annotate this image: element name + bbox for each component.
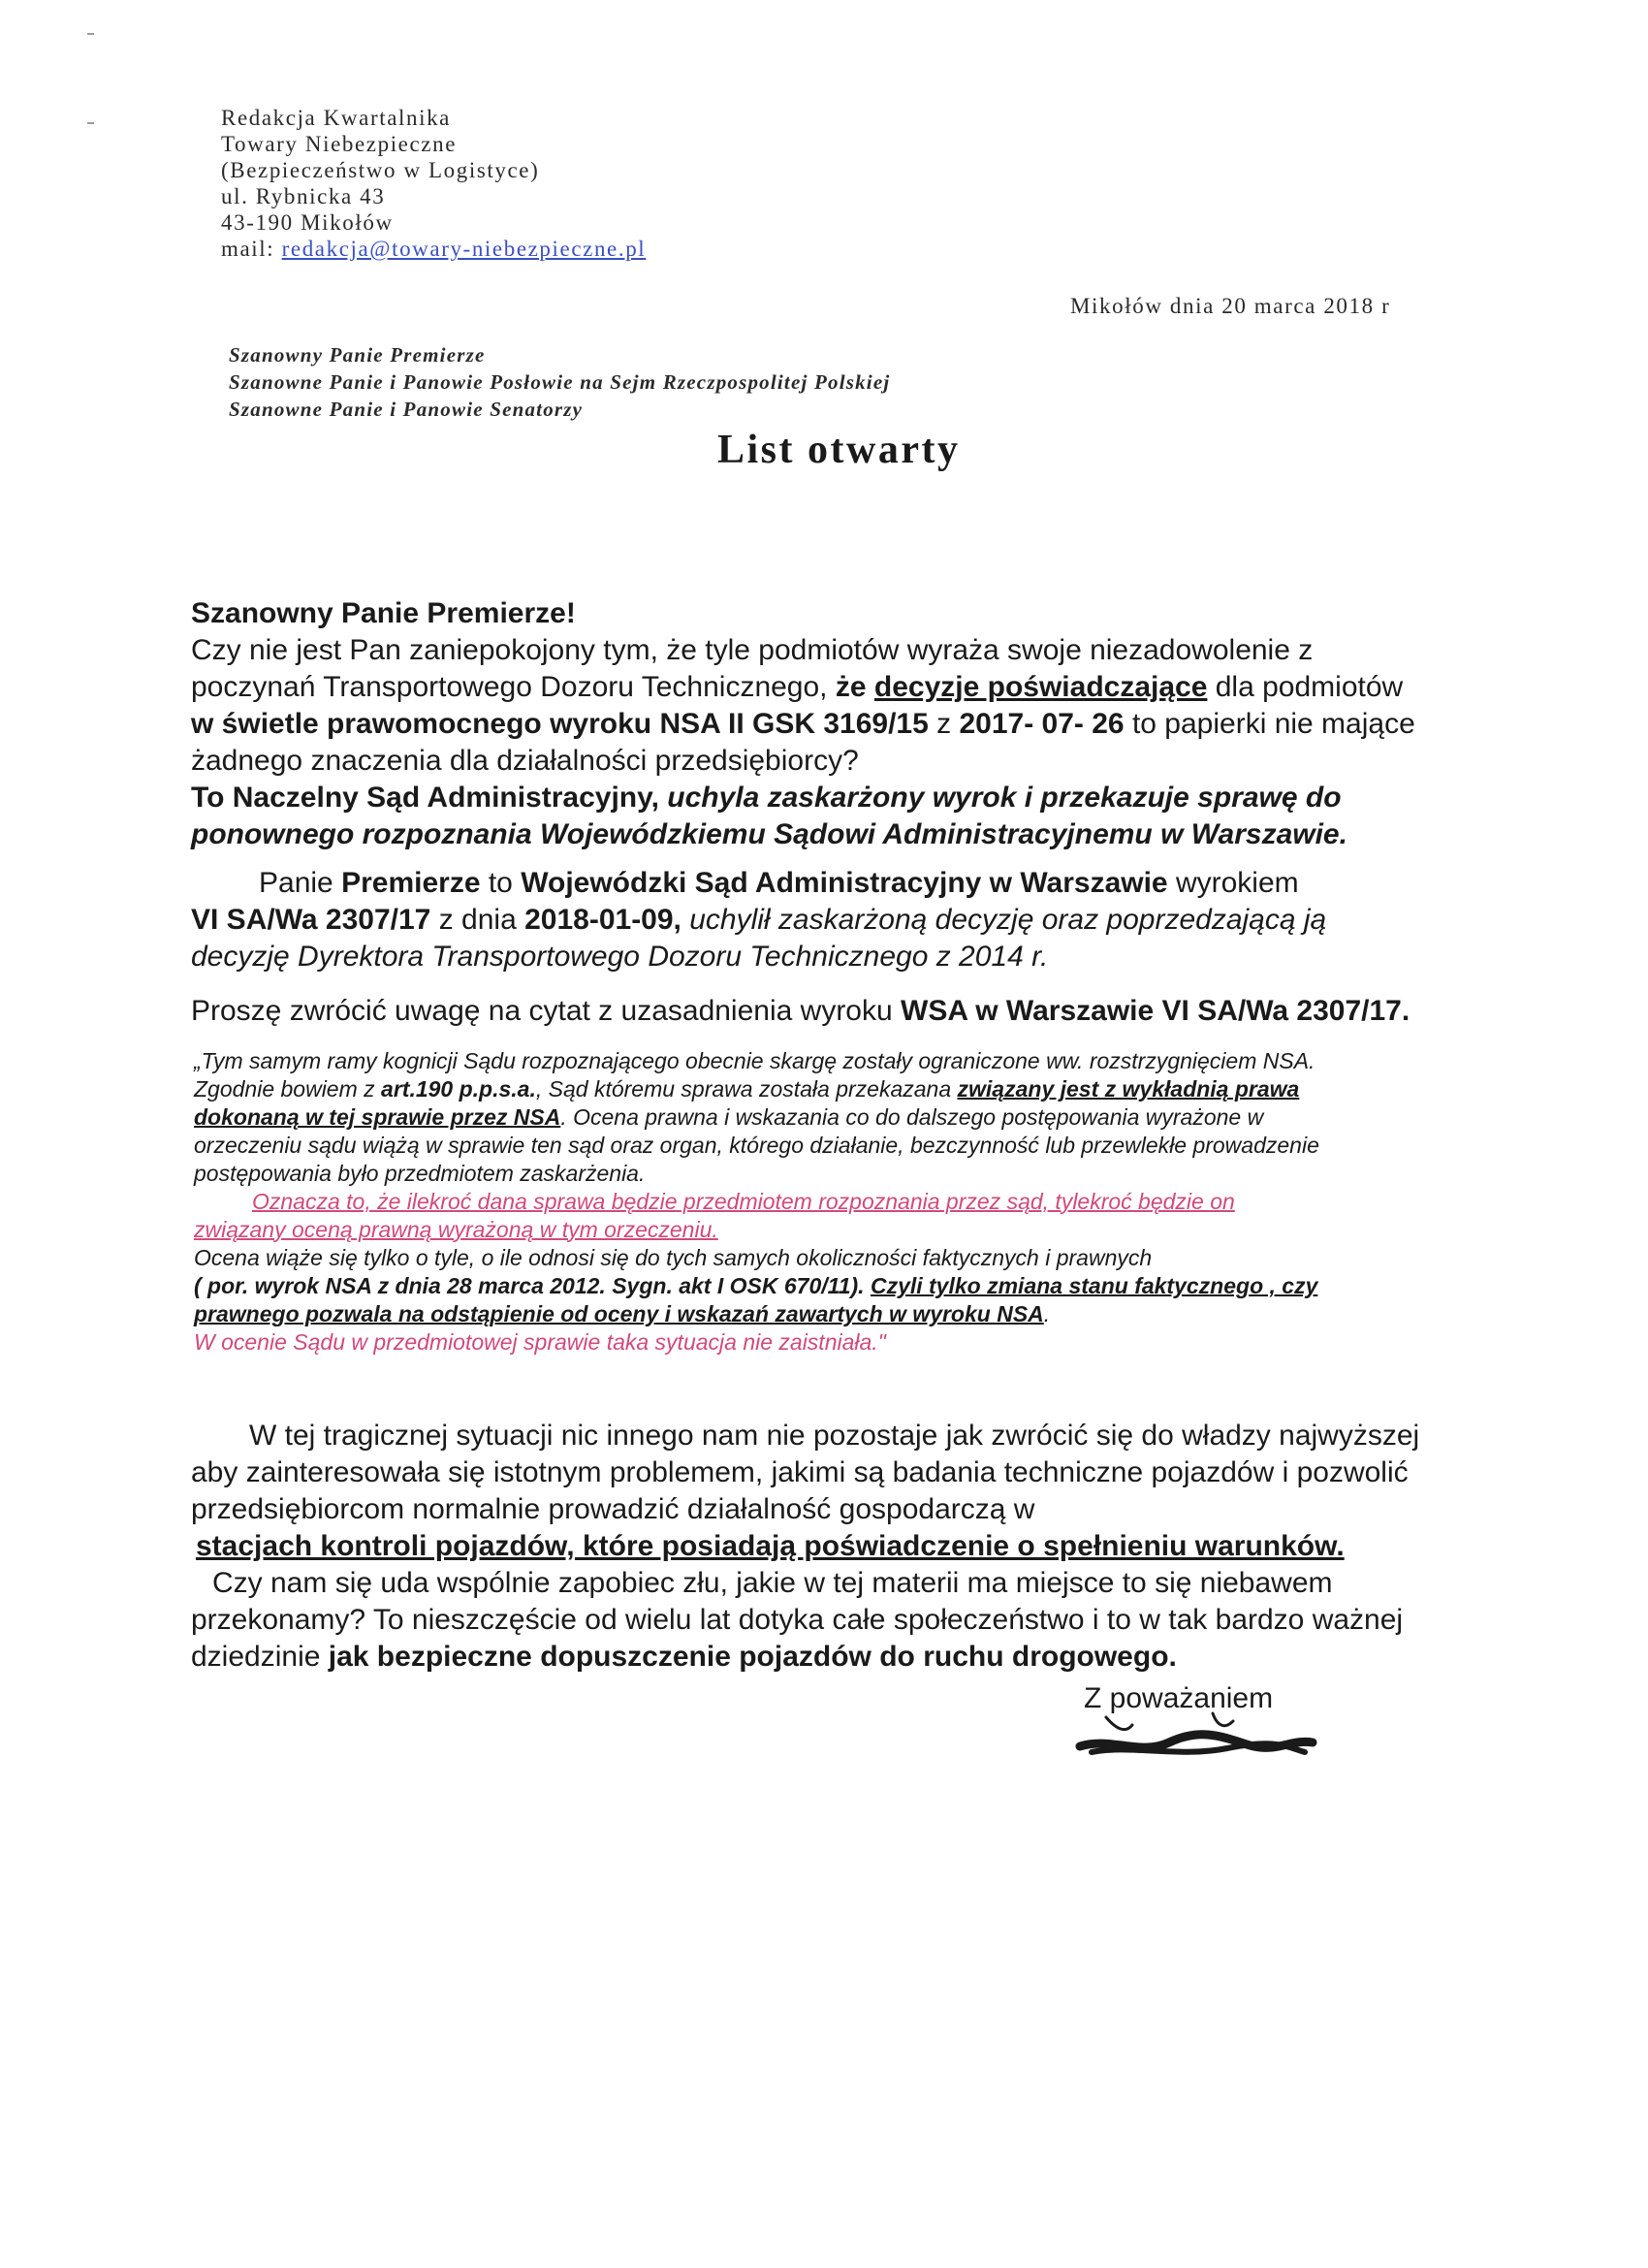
sender-line: (Bezpieczeństwo w Logistyce) xyxy=(221,158,540,182)
text-run: uchylił zaskarżoną decyzję oraz poprzedzającą ją xyxy=(681,904,1327,936)
quote-line-highlighted: W ocenie Sądu w przedmiotowej sprawie taka sytuacja nie zaistniała." xyxy=(194,1329,886,1355)
text-run: Zgodnie bowiem z xyxy=(194,1076,382,1102)
text-run: jak bezpieczne dopuszczenie pojazdów do ruchu drogowego. xyxy=(328,1641,1177,1673)
closing-text: Z poważaniem xyxy=(1084,1682,1274,1714)
text-run: To Naczelny Sąd Administracyjny, xyxy=(191,782,668,814)
salutation-line: Szanowny Panie Premierze xyxy=(229,343,486,367)
judgment-reference: w świetle prawomocnego wyroku NSA II GSK 3169/15 xyxy=(191,708,929,740)
quote-line: orzeczeniu sądu wiążą w sprawie ten sąd oraz organ, którego działanie, bezczynność lub przewlekłe prowadzenie xyxy=(194,1133,1319,1158)
text-run: Panie xyxy=(259,867,342,899)
quote-line-highlighted: związany oceną prawną wyrażoną w tym orzeczeniu. xyxy=(194,1217,718,1242)
text-run: , Sąd któremu sprawa została przekazana xyxy=(535,1076,958,1102)
paragraph-2 xyxy=(191,865,1568,975)
case-number: WSA w Warszawie VI SA/Wa 2307/17. xyxy=(901,995,1410,1027)
quote-line xyxy=(194,1075,1570,1103)
quote-line: „Tym samym ramy kognicji Sądu rozpoznającego obecnie skargę zostały ograniczone ww. rozstrzygnięciem NSA. xyxy=(194,1048,1315,1073)
court-name: Wojewódzki Sąd Administracyjny w Warszawie xyxy=(521,867,1168,899)
body-line: Czy nie jest Pan zaniepokojony tym, że tyle podmiotów wyraża swoje niezadowolenie z xyxy=(191,634,1314,666)
judgment-quote xyxy=(194,1047,1570,1357)
quote-line: postępowania było przedmiotem zaskarżenia. xyxy=(194,1161,646,1186)
body-line-emphasis: stacjach kontroli pojazdów, które posiadają poświadczenie o spełnieniu warunków. xyxy=(196,1530,1345,1562)
underlined-run: dokonaną w tej sprawie przez NSA xyxy=(194,1104,561,1130)
judgment-reference: ( por. wyrok NSA z dnia 28 marca 2012. Sygn. akt I OSK 670/11). xyxy=(194,1273,865,1298)
body-line xyxy=(191,669,1568,706)
body-line: przekonamy? To nieszczęście od wielu lat dotyka całe społeczeństwo i to w tak bardzo ważnej xyxy=(191,1604,1404,1636)
text-run: że xyxy=(835,671,874,703)
greeting: Szanowny Panie Premierze! xyxy=(191,597,576,629)
sender-line: ul. Rybnicka 43 xyxy=(221,184,386,208)
body-line xyxy=(191,1639,1568,1676)
text-run: uchyla zaskarżony wyrok i przekazuje sprawę do xyxy=(667,782,1342,814)
salutation-line: Szanowne Panie i Panowie Posłowie na Sejm Rzeczpospolitej Polskiej xyxy=(229,370,891,394)
text-run: dla podmiotów xyxy=(1207,671,1404,703)
body-line xyxy=(191,706,1568,743)
body-line: Czy nam się uda wspólnie zapobiec złu, jakie w tej materii ma miejsce to się niebawem xyxy=(212,1567,1333,1599)
sender-line: Towary Niebezpieczne xyxy=(221,132,458,156)
text-run: z xyxy=(928,708,960,740)
text-run: Premierze xyxy=(341,867,481,899)
sender-line: Redakcja Kwartalnika xyxy=(221,106,451,130)
statute-reference: art.190 p.p.s.a. xyxy=(381,1076,536,1102)
case-number: VI SA/Wa 2307/17 xyxy=(191,904,431,936)
signature-scribble xyxy=(1072,1700,1324,1768)
body-line xyxy=(191,993,1568,1030)
scan-mark xyxy=(87,33,94,35)
text-run: z dnia xyxy=(430,904,525,936)
body-line: decyzję Dyrektora Transportowego Dozoru Technicznego z 2014 r. xyxy=(191,941,1049,973)
text-run: to xyxy=(480,867,522,899)
body-line: żadnego znaczenia dla działalności przedsiębiorcy? xyxy=(191,745,859,777)
scan-mark xyxy=(87,122,94,124)
sender-line: 43-190 Mikołów xyxy=(221,210,394,235)
quote-line: Ocena wiąże się tylko o tyle, o ile odnosi się do tych samych okoliczności faktycznych i prawnych xyxy=(194,1245,1153,1270)
paragraph-3 xyxy=(191,993,1568,1030)
text-run: wyrokiem xyxy=(1167,867,1299,899)
emphasis-run: decyzje poświadczające xyxy=(873,671,1208,703)
body-line xyxy=(191,780,1568,816)
text-run: to papierki nie mające xyxy=(1124,708,1415,740)
quote-line-highlighted: Oznacza to, że ilekroć dana sprawa będzie przedmiotem rozpoznania przez sąd, tylekroć będzie on xyxy=(252,1189,1235,1214)
underlined-run: prawnego pozwala na odstąpienie od oceny i wskazań zawartych w wyroku NSA xyxy=(194,1301,1044,1326)
judgment-date: 2017- 07- 26 xyxy=(959,708,1125,740)
text-run: . Ocena prawna i wskazania co do dalszego postępowania wyrażone w xyxy=(560,1104,1264,1130)
text-run: poczynań Transportowego Dozoru Technicznego, xyxy=(191,671,836,703)
salutations xyxy=(229,341,890,423)
signature-block xyxy=(1084,1682,1273,1715)
body-line xyxy=(191,902,1568,939)
sender-address xyxy=(221,105,646,262)
text-run: dziedzinie xyxy=(191,1641,329,1673)
quote-line xyxy=(194,1272,1570,1300)
letter-date: Mikołów dnia 20 marca 2018 r xyxy=(1070,294,1391,318)
body-line xyxy=(191,865,1568,902)
underlined-run: Czyli tylko zmiana stanu faktycznego , czy xyxy=(870,1273,1318,1298)
underlined-run: związany jest z wykładnią prawa xyxy=(957,1076,1300,1102)
mail-label: mail: xyxy=(221,237,282,261)
sender-mail-line xyxy=(221,236,646,262)
quote-line xyxy=(194,1103,1570,1132)
body-line: W tej tragicznej sytuacji nic innego nam nie pozostaje jak zwrócić się do władzy najwyższej xyxy=(249,1420,1420,1452)
text-run: . xyxy=(1043,1301,1051,1326)
salutation-line: Szanowne Panie i Panowie Senatorzy xyxy=(229,398,584,421)
body-line: przedsiębiorcom normalnie prowadzić działalność gospodarczą w xyxy=(191,1493,1035,1525)
letter-title: List otwarty xyxy=(717,428,961,472)
paragraph-4 xyxy=(191,1418,1568,1565)
email-link[interactable]: redakcja@towary-niebezpieczne.pl xyxy=(281,237,647,261)
judgment-date: 2018-01-09, xyxy=(524,904,681,936)
text-run: Proszę zwrócić uwagę na cytat z uzasadnienia wyroku xyxy=(191,995,902,1027)
body-line: aby zainteresowała się istotnym problemem, jakimi są badania techniczne pojazdów i pozwolić xyxy=(191,1456,1409,1488)
quote-line xyxy=(194,1300,1570,1328)
body-line: ponownego rozpoznania Wojewódzkiemu Sądowi Administracyjnemu w Warszawie. xyxy=(191,818,1347,850)
paragraph-1 xyxy=(191,595,1568,853)
paragraph-5 xyxy=(191,1565,1568,1676)
